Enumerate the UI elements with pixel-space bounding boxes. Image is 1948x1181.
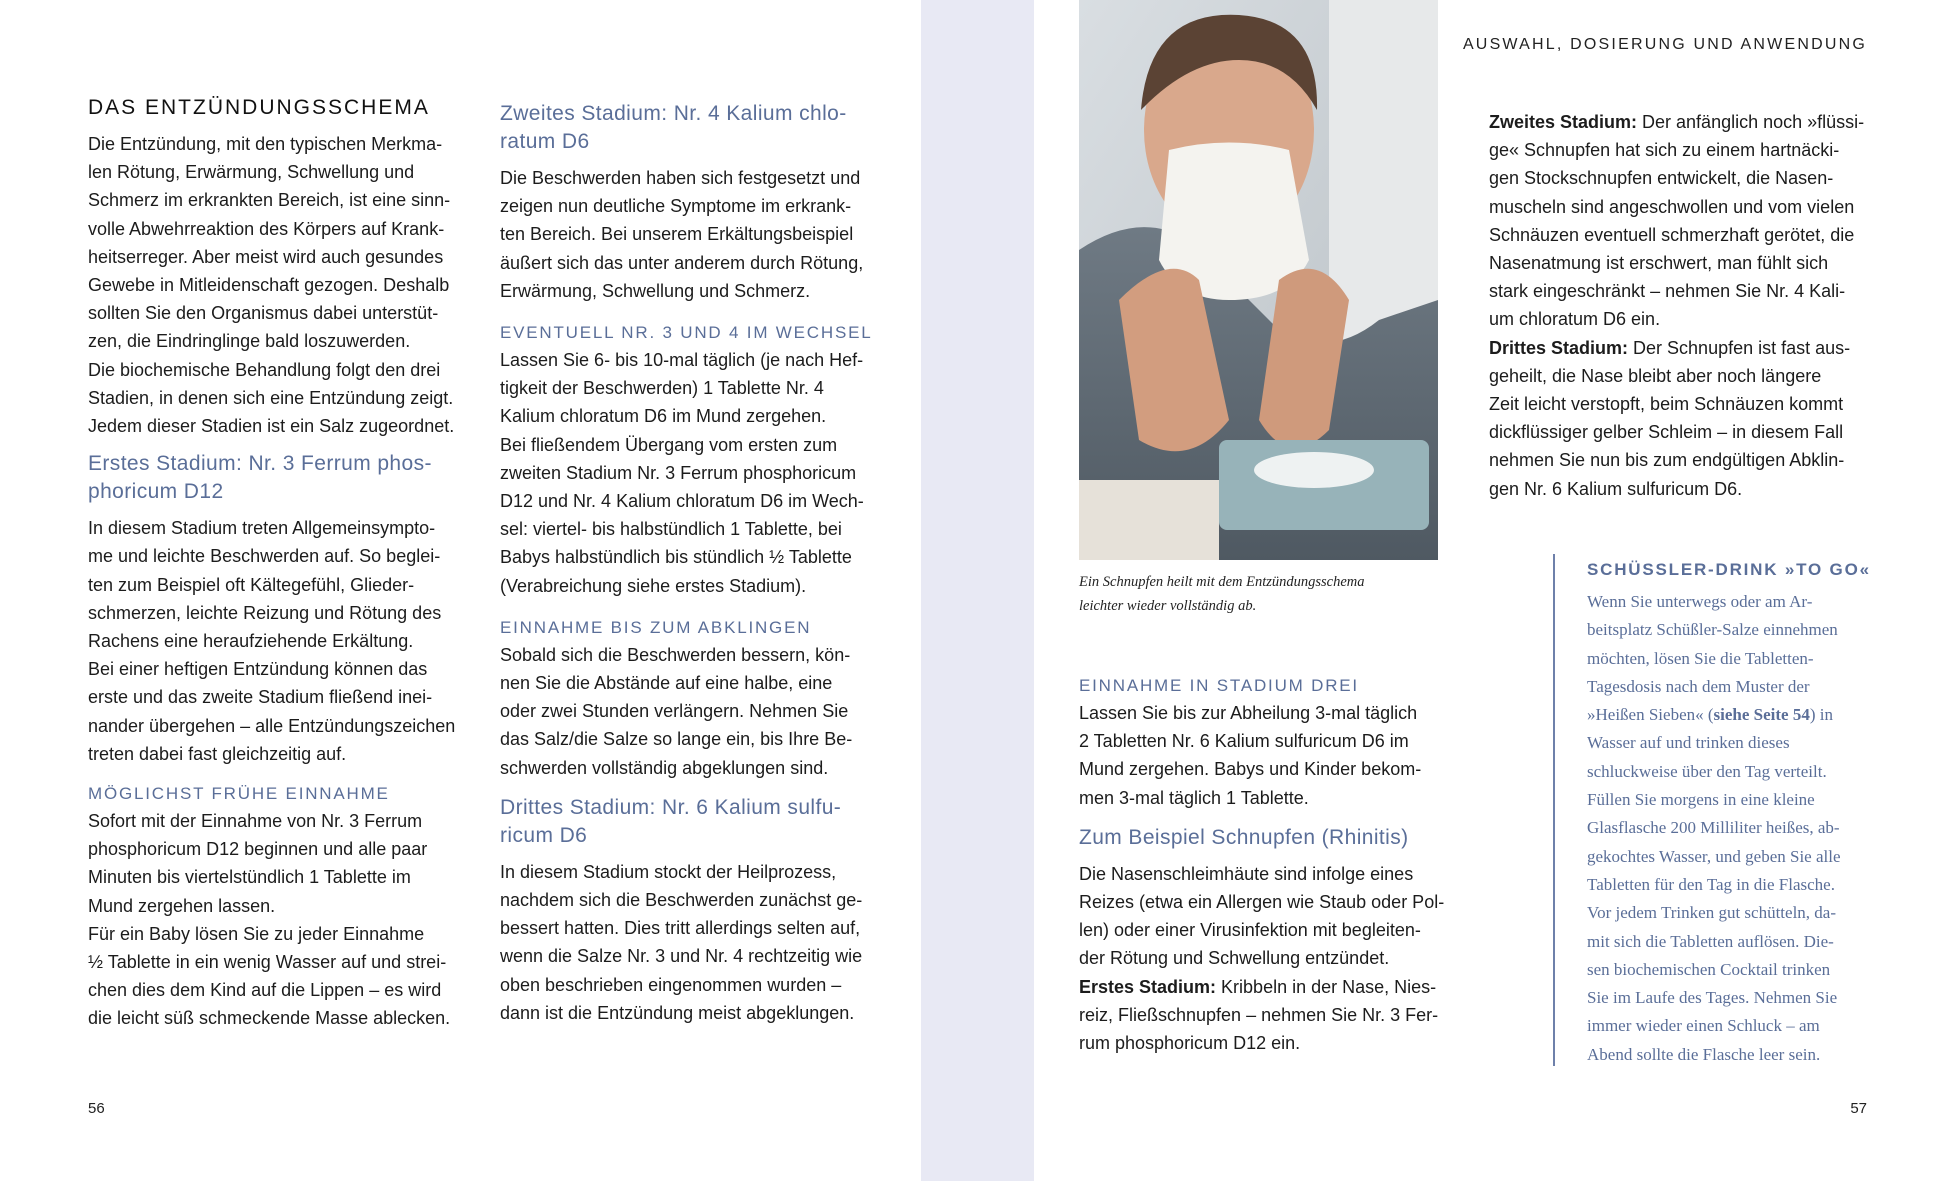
example-heading: Zum Beispiel Schnupfen (Rhinitis)	[1079, 825, 1409, 849]
third-stage-paragraph	[1489, 334, 1889, 503]
page-number-left: 56	[88, 1100, 105, 1117]
chapter-heading: DAS ENTZÜNDUNGSSCHEMA	[88, 96, 430, 119]
stage3-intake-text: Lassen Sie bis zur Abheilung 3-mal täglich 2 Tabletten Nr. 6 Kalium sulfuricum D6 im Mund zergehen. Babys und Kinder bekom- men 3-mal täglich 1 Tablette.	[1079, 703, 1422, 808]
left-column-1	[88, 96, 488, 1033]
decay-heading: EINNAHME BIS ZUM ABKLINGEN	[500, 617, 812, 637]
photo-caption: Ein Schnupfen heilt mit dem Entzündungsschema leichter wieder vollständig ab.	[1079, 574, 1365, 614]
second-stage-text: Der anfänglich noch »flüssi- ge« Schnupfen hat sich zu einem hartnäcki- gen Stockschnupfen entwickelt, die Nasen- muscheln sind angeschwollen und vom vielen Schnäuzen eventuell schmerzhaft gerötet, die Nasenatmung ist erschwert, man fühlt sich stark eingeschränkt – nehmen Sie Nr. 4 Kali- um chloratum D6 ein.	[1489, 112, 1865, 330]
first-stage-label: Erstes Stadium:	[1079, 976, 1217, 997]
info-box-text	[1587, 588, 1887, 1069]
third-stage-text: Der Schnupfen ist fast aus- geheilt, die Nase bleibt aber noch längere Zeit leicht verstopft, beim Schnäuzen kommt dickflüssiger gelber Schleim – in diesem Fall nehmen Sie nun bis zum endgültigen Abklin- gen Nr. 6 Kalium sulfuricum D6.	[1489, 337, 1851, 499]
early-intake-heading: MÖGLICHST FRÜHE EINNAHME	[88, 784, 390, 804]
stage1-text: In diesem Stadium treten Allgemeinsympto- me und leichte Beschwerden auf. So beglei- ten zum Beispiel oft Kältegefühl, Glieder- schmerzen, leichte Reizung und Rötung des Rachens eine heraufziehende Erkältung. Bei einer heftigen Entzündung können das erste und das zweite Stadium fließend inei- nander übergehen – alle Entzündungszeichen treten dabei fast gleichzeitig auf.	[88, 518, 456, 764]
info-box-text-part2: ) in Wasser auf und trinken dieses schluckweise über den Tag verteilt. Füllen Sie morgens in eine kleine Glasflasche 200 Milliliter heißes, ab- gekochtes Wasser, und geben Sie alle Tabletten für den Tag in die Flasche. Vor jedem Trinken gut schütteln, da- mit sich die Tabletten auflösen. Die- sen biochemischen Cocktail trinken Sie im Laufe des Tages. Nehmen Sie immer wieder einen Schluck – am Abend sollte die Flasche leer sein.	[1587, 705, 1841, 1064]
info-box-title: SCHÜSSLER-DRINK »TO GO«	[1587, 560, 1871, 579]
first-stage-text: Kribbeln in der Nase, Nies- reiz, Fließschnupfen – nehmen Sie Nr. 3 Fer- rum phosphoricum D12 ein.	[1079, 976, 1439, 1054]
info-box-text-part1: Wenn Sie unterwegs oder am Ar- beitsplatz Schüßler-Salze einnehmen möchten, lösen Sie die Tabletten- Tagesdosis nach dem Muster der »Heißen Sieben« (	[1587, 592, 1838, 725]
stage2-heading: Zweites Stadium: Nr. 4 Kalium chlo- ratum D6	[500, 102, 847, 153]
running-head: AUSWAHL, DOSIERUNG UND ANWENDUNG	[1462, 36, 1867, 53]
page-reference-link[interactable]: siehe Seite 54	[1713, 705, 1810, 725]
example-text: Die Nasenschleimhäute sind infolge eines Reizes (etwa ein Allergen wie Staub oder Pol- len) oder einer Virusinfektion mit begleiten- der Rötung und Schwellung entzündet.	[1079, 863, 1445, 969]
stage1-heading: Erstes Stadium: Nr. 3 Ferrum phos- phoricum D12	[88, 452, 432, 504]
stage3-intake-heading: EINNAHME IN STADIUM DREI	[1079, 676, 1359, 695]
alternating-heading: EVENTUELL NR. 3 UND 4 IM WECHSEL	[500, 323, 873, 343]
sneezing-man-photo	[1079, 0, 1438, 560]
book-gutter	[921, 0, 1034, 1181]
decay-text: Sobald sich die Beschwerden bessern, kön- nen Sie die Abstände auf eine halbe, eine oder zwei Stunden verlängern. Nehmen Sie das Salz/die Salze so lange ein, bis Ihre Be- schwerden vollständig abgeklungen sind.	[500, 644, 853, 778]
early-intake-text: Sofort mit der Einnahme von Nr. 3 Ferrum phosphoricum D12 beginnen und alle paar Minuten bis viertelstündlich 1 Tablette im Mund zergehen lassen. Für ein Baby lösen Sie zu jeder Einnahme ½ Tablette in ein wenig Wasser auf und strei- chen dies dem Kind auf die Lippen – es wird die leicht süß schmeckende Masse ablecken.	[88, 811, 451, 1029]
left-column-2	[500, 100, 900, 1027]
second-stage-paragraph	[1489, 108, 1889, 334]
right-column-2	[1489, 108, 1889, 503]
second-stage-label: Zweites Stadium:	[1489, 112, 1638, 132]
page-number-right: 57	[1850, 1100, 1867, 1117]
right-column-1	[1079, 676, 1479, 1057]
third-stage-label: Drittes Stadium:	[1489, 337, 1629, 358]
alternating-text: Lassen Sie 6- bis 10-mal täglich (je nach Hef- tigkeit der Beschwerden) 1 Tablette Nr. 4 Kalium chloratum D6 im Mund zergehen. Bei fließendem Übergang vom ersten zum zweiten Stadium Nr. 3 Ferrum phosphoricum D12 und Nr. 4 Kalium chloratum D6 im Wech- sel: viertel- bis halbstündlich 1 Tablette, bei Babys halbstündlich bis stündlich ½ Tablette (Verabreichung siehe erstes Stadium).	[500, 350, 864, 596]
stage3-text: In diesem Stadium stockt der Heilprozess, nachdem sich die Beschwerden zunächst ge- bessert hatten. Dies tritt allerdings selten auf, wenn die Salze Nr. 3 und Nr. 4 rechtzeitig wie oben beschrieben eingenommen wurden – dann ist die Entzündung meist abgeklungen.	[500, 861, 863, 1023]
example-first-stage	[1079, 973, 1479, 1058]
stage3-heading: Drittes Stadium: Nr. 6 Kalium sulfu- ricum D6	[500, 795, 842, 847]
stage2-text: Die Beschwerden haben sich festgesetzt und zeigen nun deutliche Symptome im erkrank- ten Bereich. Bei unserem Erkältungsbeispiel äußert sich das unter anderem durch Rötung, Erwärmung, Schwellung und Schmerz.	[500, 168, 864, 301]
photo-illustration	[1079, 0, 1438, 560]
intro-text: Die Entzündung, mit den typischen Merkma- len Rötung, Erwärmung, Schwellung und Schmerz im erkrankten Bereich, ist eine sinn- volle Abwehrreaktion des Körpers auf Krank- heitserreger. Aber meist wird auch gesundes Gewebe in Mitleidenschaft gezogen. Deshalb sollten Sie den Organismus dabei unterstüt- zen, die Eindringlinge bald loszuwerden. Die biochemische Behandlung folgt den drei Stadien, in denen sich eine Entzündung zeigt. Jedem dieser Stadien ist ein Salz zugeordnet.	[88, 134, 455, 437]
info-box	[1553, 554, 1885, 1066]
